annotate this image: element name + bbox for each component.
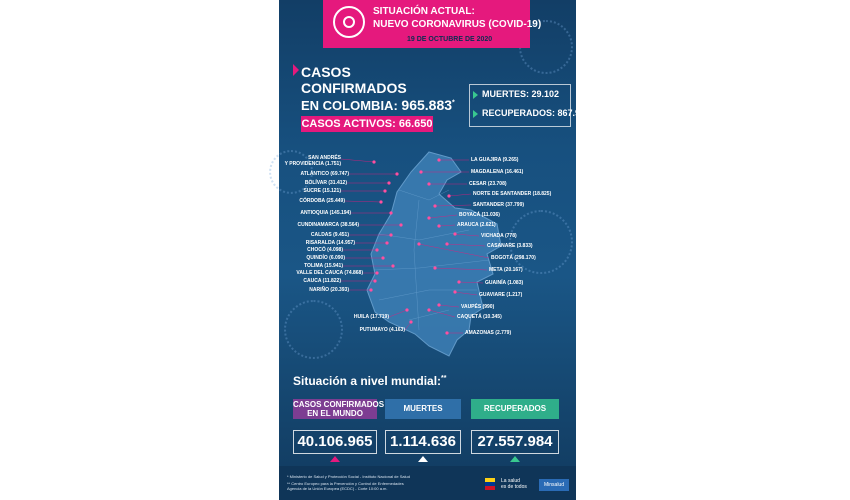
label-huila: HUILA (17.719): [353, 314, 389, 320]
confirmed-mark: *: [452, 99, 455, 107]
source-note-3: Agencia de la Unión Europea (ECDC) - Corte 10:00 a.m.: [287, 486, 388, 491]
label-boyaca: BOYACÁ (11.036): [459, 212, 500, 218]
map-point: [387, 181, 390, 184]
label-cesar: CESAR (23.708): [469, 181, 507, 187]
world-recovered-label: RECUPERADOS: [471, 399, 559, 419]
confirmed-prefix: EN COLOMBIA:: [301, 98, 398, 113]
source-note-2: ** Centro Europeo para la Prevención y Control de Enfermedades: [287, 481, 404, 486]
map-point: [375, 271, 378, 274]
source-note-1: * Ministerio de Salud y Protección Social - Instituto Nacional de Salud: [287, 474, 410, 479]
header-line2: NUEVO CORONAVIRUS (COVID-19): [373, 19, 542, 30]
map-point: [383, 189, 386, 192]
label-vaupes: VAUPÉS (990): [461, 304, 495, 310]
map-point: [437, 303, 440, 306]
world-title-text: Situación a nivel mundial:: [293, 374, 442, 388]
label-magdalena: MAGDALENA (16.461): [471, 169, 524, 175]
label-atlantico: ATLÁNTICO (69.747): [300, 171, 349, 177]
label-guajira: LA GUAJIRA (9.265): [471, 157, 519, 163]
label-sucre: SUCRE (15.121): [303, 188, 341, 194]
colombia-flag-icon: [485, 478, 495, 490]
deaths-stat: [473, 89, 559, 99]
triangle-icon: [473, 110, 478, 118]
map-point: [437, 158, 440, 161]
map-point: [379, 200, 382, 203]
map-point: [445, 331, 448, 334]
map-point: [405, 308, 408, 311]
ministry-logo: Minsalud: [539, 479, 569, 491]
map-point: [417, 242, 420, 245]
label-risaralda: RISARALDA (14.957): [305, 240, 355, 246]
world-deaths-label: MUERTES: [385, 399, 461, 419]
label-meta: META (20.167): [489, 267, 523, 273]
leader-line: [449, 194, 471, 196]
map-point: [427, 182, 430, 185]
leader-line: [341, 159, 374, 162]
active-cases: CASOS ACTIVOS: 66.650: [301, 118, 433, 130]
map-point: [419, 170, 422, 173]
label-tolima: TOLIMA (15.941): [304, 263, 343, 269]
map-point: [389, 233, 392, 236]
triangle-icon: [510, 456, 520, 462]
covid-infographic: [279, 0, 591, 500]
label-cauca: CAUCA (11.822): [303, 278, 341, 284]
map-point: [447, 194, 450, 197]
map-point: [389, 211, 392, 214]
label-bolivar: BOLÍVAR (31.412): [304, 180, 347, 186]
label-valle: VALLE DEL CAUCA (74.868): [296, 270, 363, 276]
recovered-value: RECUPERADOS: 867.961: [482, 108, 591, 118]
report-date: 19 DE OCTUBRE DE 2020: [407, 36, 493, 43]
map-point: [433, 266, 436, 269]
label-quindio: QUINDÍO (6.090): [306, 255, 345, 261]
map-point: [445, 242, 448, 245]
header-banner: [323, 0, 542, 48]
label-guaviare: GUAVIARE (1.217): [479, 292, 523, 298]
header-line1: SITUACIÓN ACTUAL:: [373, 6, 475, 17]
label-cundinamarca: CUNDINAMARCA (38.564): [297, 222, 359, 228]
map-point: [453, 290, 456, 293]
triangle-icon: [473, 91, 478, 99]
label-norte-santander: NORTE DE SANTANDER (18.825): [473, 191, 552, 197]
label-santander: SANTANDER (37.799): [473, 202, 525, 208]
virus-icon: [333, 6, 365, 38]
confirmed-colombia: [301, 97, 455, 113]
map-point: [437, 224, 440, 227]
accent-bracket: [293, 64, 299, 76]
brand-slogan: La salud es de todos: [501, 478, 527, 490]
map-point: [381, 256, 384, 259]
label-antioquia: ANTIOQUIA (145.194): [300, 210, 351, 216]
confirmed-value: 965.883: [401, 97, 453, 113]
triangle-icon: [330, 456, 340, 462]
confirmed-title-2: CONFIRMADOS: [301, 80, 407, 96]
label-cordoba: CÓRDOBA (25.449): [299, 198, 345, 204]
label-caqueta: CAQUETÁ (10.345): [457, 314, 502, 320]
world-title-mark: **: [441, 375, 447, 382]
label-choco: CHOCÓ (4.098): [307, 247, 343, 253]
label-arauca: ARAUCA (2.621): [457, 222, 496, 228]
map-point: [453, 232, 456, 235]
deaths-value: MUERTES: 29.102: [482, 89, 560, 99]
world-deaths-value: 1.114.636: [385, 430, 461, 454]
label-san-andres: SAN ANDRÉS Y PROVIDENCIA (1.751): [284, 155, 341, 167]
map-point: [369, 288, 372, 291]
map-point: [427, 308, 430, 311]
map-point: [385, 241, 388, 244]
triangle-icon: [418, 456, 428, 462]
label-putumayo: PUTUMAYO (4.163): [359, 327, 405, 333]
label-bogota: BOGOTÁ (298.170): [491, 255, 536, 261]
world-recovered-value: 27.557.984: [471, 430, 559, 454]
map-point: [375, 248, 378, 251]
label-amazonas: AMAZONAS (2.779): [465, 330, 512, 336]
map-point: [373, 279, 376, 282]
label-narino: NARIÑO (20.393): [309, 287, 349, 293]
label-vichada: VICHADA (778): [481, 233, 517, 239]
map-point: [372, 160, 375, 163]
world-confirmed-value: 40.106.965: [293, 430, 377, 454]
world-confirmed-label: CASOS CONFIRMADOS EN EL MUNDO: [293, 400, 385, 418]
map-point: [427, 216, 430, 219]
label-casanare: CASANARE (3.833): [487, 243, 533, 249]
map-point: [399, 223, 402, 226]
leader-line: [345, 201, 381, 202]
map-point: [433, 204, 436, 207]
confirmed-title-1: CASOS: [301, 64, 351, 80]
label-caldas: CALDAS (9.451): [310, 232, 349, 238]
map-point: [409, 320, 412, 323]
map-point: [391, 264, 394, 267]
label-guainia: GUAINÍA (1.083): [485, 280, 524, 286]
map-point: [457, 280, 460, 283]
map-point: [395, 172, 398, 175]
recovered-stat: [473, 108, 590, 118]
world-title: [293, 374, 446, 388]
